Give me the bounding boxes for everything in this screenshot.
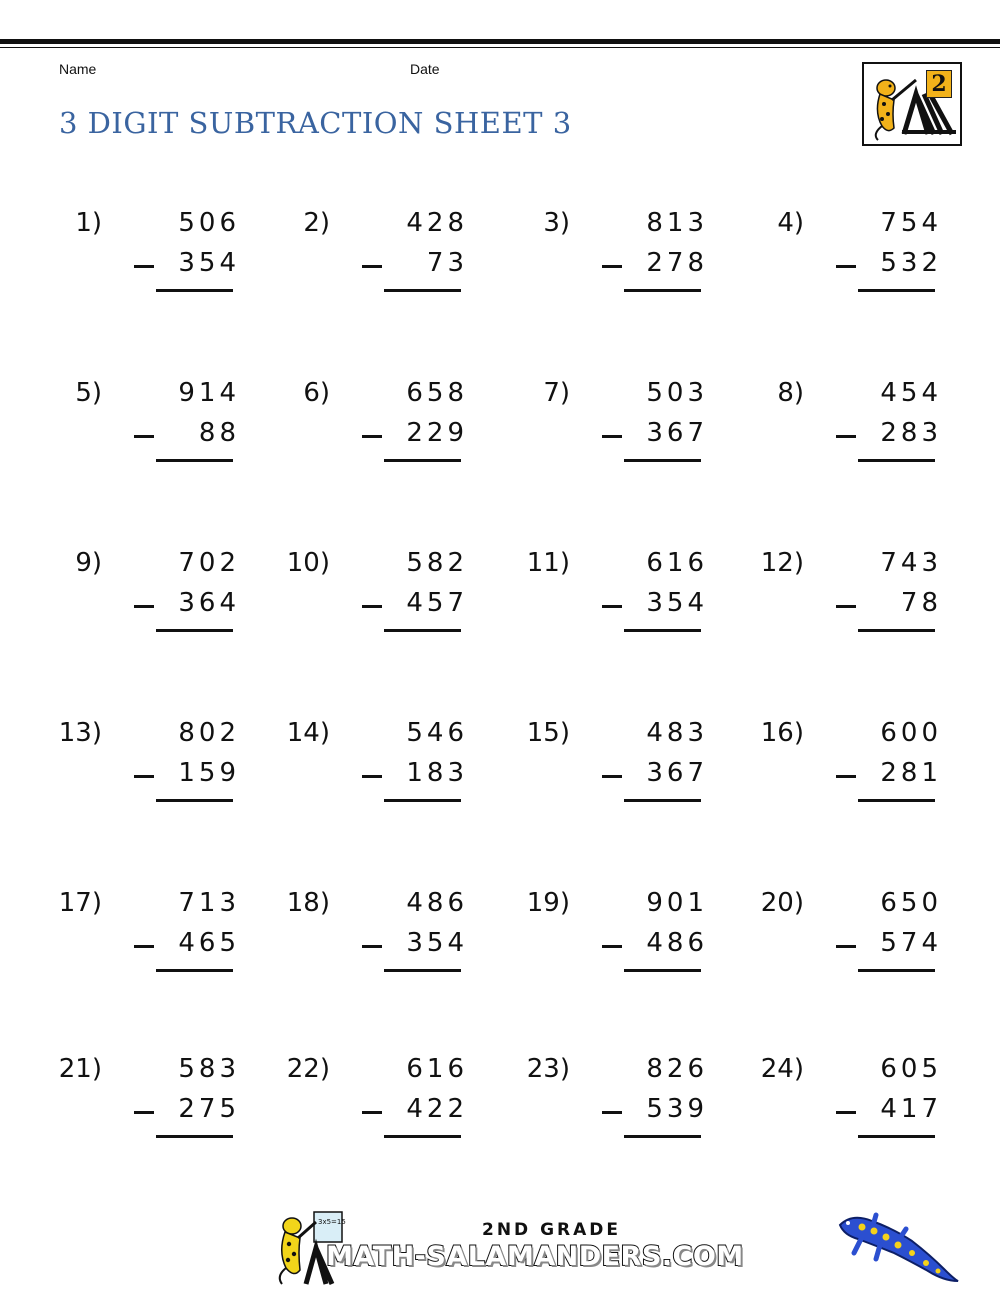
answer-line: [858, 799, 935, 802]
subtrahend: 354: [178, 248, 240, 278]
minus-sign: [362, 435, 382, 438]
problem-14: [278, 716, 478, 826]
problem-number: 12): [760, 548, 804, 578]
subtrahend: 367: [646, 418, 708, 448]
problem-number: 16): [760, 718, 804, 748]
minus-sign: [836, 1111, 856, 1114]
minuend: 616: [406, 1054, 468, 1084]
problem-number: 13): [58, 718, 102, 748]
problem-23: [518, 1052, 718, 1162]
problem-12: [752, 546, 952, 656]
minus-sign: [602, 265, 622, 268]
problem-number: 23): [526, 1054, 570, 1084]
problem-22: [278, 1052, 478, 1162]
problem-15: [518, 716, 718, 826]
answer-line: [858, 969, 935, 972]
minus-sign: [602, 945, 622, 948]
problem-17: [50, 886, 250, 996]
subtrahend: 539: [646, 1094, 708, 1124]
subtrahend: 78: [900, 588, 942, 618]
minuend: 616: [646, 548, 708, 578]
minuend: 713: [178, 888, 240, 918]
answer-line: [156, 459, 233, 462]
footer-site-text: MATH-SALAMANDERS.COM: [326, 1241, 744, 1272]
problem-18: [278, 886, 478, 996]
problem-number: 9): [75, 548, 102, 578]
minuend: 702: [178, 548, 240, 578]
minuend: 754: [880, 208, 942, 238]
problem-9: [50, 546, 250, 656]
problem-number: 22): [286, 1054, 330, 1084]
minuend: 914: [178, 378, 240, 408]
answer-line: [624, 1135, 701, 1138]
minus-sign: [134, 265, 154, 268]
date-label: Date: [410, 61, 440, 77]
answer-line: [384, 799, 461, 802]
problem-number: 2): [303, 208, 330, 238]
problem-21: [50, 1052, 250, 1162]
problem-number: 10): [286, 548, 330, 578]
subtrahend: 465: [178, 928, 240, 958]
top-rule-thin: [0, 47, 1000, 48]
problem-16: [752, 716, 952, 826]
subtrahend: 367: [646, 758, 708, 788]
problem-20: [752, 886, 952, 996]
answer-line: [624, 969, 701, 972]
minuend: 582: [406, 548, 468, 578]
minuend: 658: [406, 378, 468, 408]
minus-sign: [836, 775, 856, 778]
minuend: 600: [880, 718, 942, 748]
problem-number: 3): [543, 208, 570, 238]
minuend: 428: [406, 208, 468, 238]
problem-5: [50, 376, 250, 486]
subtrahend: 73: [426, 248, 468, 278]
subtrahend: 354: [646, 588, 708, 618]
answer-line: [384, 289, 461, 292]
minuend: 802: [178, 718, 240, 748]
answer-line: [384, 629, 461, 632]
problem-3: [518, 206, 718, 316]
problem-number: 20): [760, 888, 804, 918]
problem-number: 7): [543, 378, 570, 408]
problem-6: [278, 376, 478, 486]
problem-number: 21): [58, 1054, 102, 1084]
subtrahend: 417: [880, 1094, 942, 1124]
minus-sign: [362, 775, 382, 778]
subtrahend: 574: [880, 928, 942, 958]
answer-line: [624, 629, 701, 632]
answer-line: [156, 289, 233, 292]
minus-sign: [602, 435, 622, 438]
problem-10: [278, 546, 478, 656]
answer-line: [858, 459, 935, 462]
answer-line: [156, 799, 233, 802]
top-rule: [0, 39, 1000, 44]
problem-number: 17): [58, 888, 102, 918]
minuend: 813: [646, 208, 708, 238]
minuend: 546: [406, 718, 468, 748]
problem-number: 24): [760, 1054, 804, 1084]
answer-line: [624, 799, 701, 802]
subtrahend: 281: [880, 758, 942, 788]
problem-number: 11): [526, 548, 570, 578]
minus-sign: [836, 265, 856, 268]
problem-11: [518, 546, 718, 656]
salamander-icon: [832, 1207, 962, 1287]
minuend: 650: [880, 888, 942, 918]
grade-badge: 2: [926, 70, 952, 98]
problem-number: 15): [526, 718, 570, 748]
problem-1: [50, 206, 250, 316]
minus-sign: [362, 605, 382, 608]
answer-line: [624, 459, 701, 462]
problem-24: [752, 1052, 952, 1162]
problem-number: 8): [777, 378, 804, 408]
minus-sign: [134, 1111, 154, 1114]
minuend: 826: [646, 1054, 708, 1084]
problem-number: 5): [75, 378, 102, 408]
subtrahend: 88: [198, 418, 240, 448]
minuend: 486: [406, 888, 468, 918]
minuend: 743: [880, 548, 942, 578]
problem-number: 1): [75, 208, 102, 238]
subtrahend: 183: [406, 758, 468, 788]
answer-line: [858, 629, 935, 632]
minus-sign: [362, 265, 382, 268]
problem-4: [752, 206, 952, 316]
subtrahend: 354: [406, 928, 468, 958]
subtrahend: 532: [880, 248, 942, 278]
answer-line: [156, 1135, 233, 1138]
minus-sign: [134, 775, 154, 778]
problem-13: [50, 716, 250, 826]
minuend: 503: [646, 378, 708, 408]
subtrahend: 422: [406, 1094, 468, 1124]
page-title: 3 DIGIT SUBTRACTION SHEET 3: [59, 106, 572, 140]
minus-sign: [134, 605, 154, 608]
minuend: 483: [646, 718, 708, 748]
minus-sign: [134, 945, 154, 948]
minuend: 605: [880, 1054, 942, 1084]
answer-line: [384, 969, 461, 972]
answer-line: [384, 459, 461, 462]
answer-line: [156, 629, 233, 632]
minus-sign: [602, 1111, 622, 1114]
problem-number: 19): [526, 888, 570, 918]
grade-logo: [862, 62, 962, 146]
footer-brand: [270, 1208, 744, 1288]
problem-7: [518, 376, 718, 486]
problem-number: 6): [303, 378, 330, 408]
problem-8: [752, 376, 952, 486]
minus-sign: [362, 1111, 382, 1114]
subtrahend: 275: [178, 1094, 240, 1124]
board-text: 3x5=15: [318, 1218, 346, 1226]
subtrahend: 364: [178, 588, 240, 618]
problem-2: [278, 206, 478, 316]
minus-sign: [134, 435, 154, 438]
subtrahend: 278: [646, 248, 708, 278]
subtrahend: 486: [646, 928, 708, 958]
subtrahend: 229: [406, 418, 468, 448]
problem-19: [518, 886, 718, 996]
minuend: 506: [178, 208, 240, 238]
minuend: 901: [646, 888, 708, 918]
name-label: Name: [59, 61, 97, 77]
minus-sign: [362, 945, 382, 948]
minus-sign: [602, 605, 622, 608]
minus-sign: [836, 435, 856, 438]
answer-line: [384, 1135, 461, 1138]
subtrahend: 283: [880, 418, 942, 448]
minus-sign: [836, 945, 856, 948]
answer-line: [624, 289, 701, 292]
problem-number: 14): [286, 718, 330, 748]
minuend: 454: [880, 378, 942, 408]
answer-line: [858, 289, 935, 292]
minus-sign: [836, 605, 856, 608]
subtrahend: 159: [178, 758, 240, 788]
minuend: 583: [178, 1054, 240, 1084]
problem-number: 4): [777, 208, 804, 238]
subtrahend: 457: [406, 588, 468, 618]
footer-grade-text: 2ND GRADE: [482, 1220, 622, 1240]
minus-sign: [602, 775, 622, 778]
answer-line: [156, 969, 233, 972]
answer-line: [858, 1135, 935, 1138]
problem-number: 18): [286, 888, 330, 918]
